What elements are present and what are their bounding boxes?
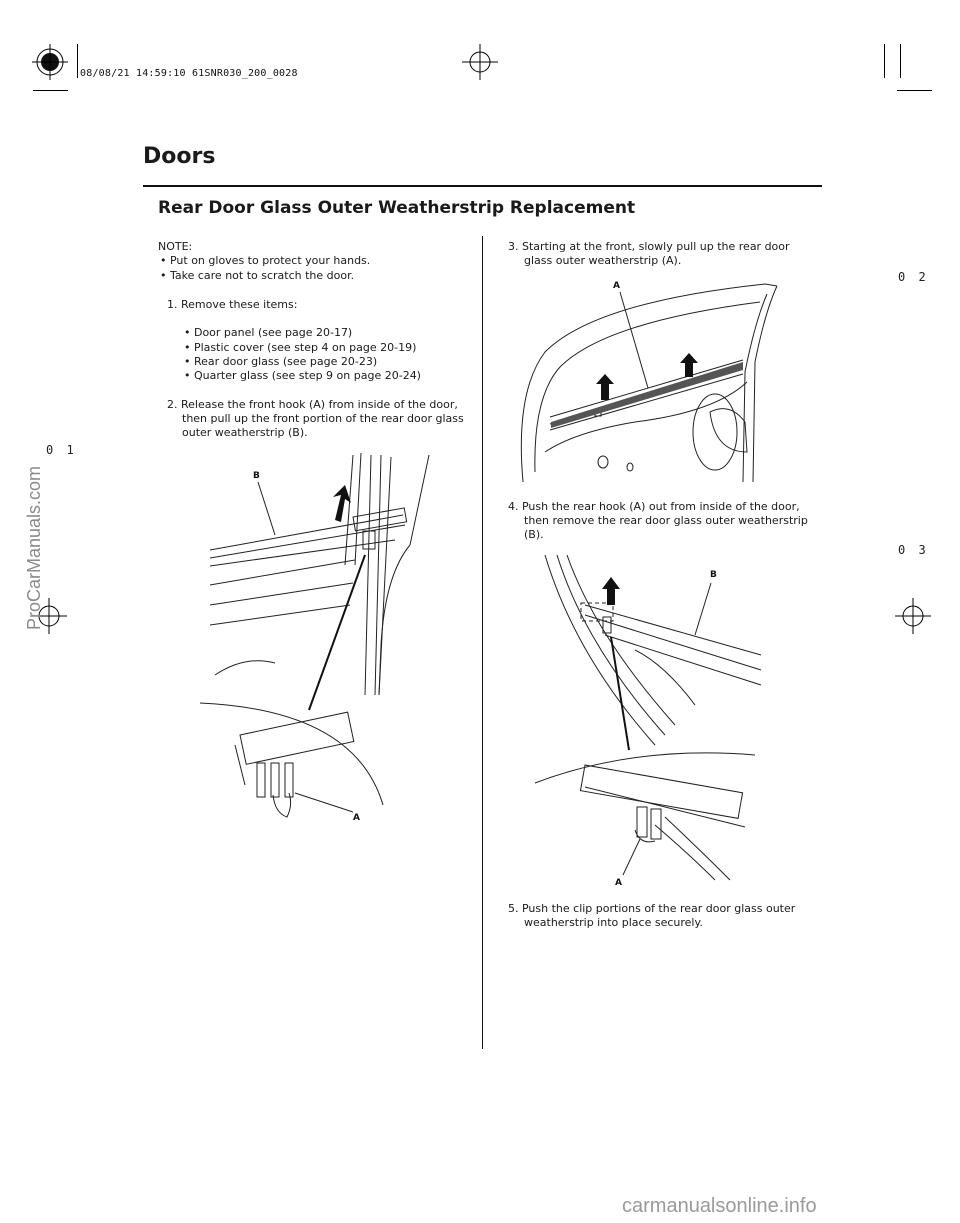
- step-2-line: then pull up the front portion of the rear door glass: [182, 412, 464, 425]
- margin-code-03: 0 3: [898, 543, 929, 557]
- section-title: Rear Door Glass Outer Weatherstrip Replacement: [158, 198, 636, 218]
- figure-label-a: A: [353, 813, 360, 823]
- figure-label-b: B: [253, 471, 260, 481]
- figure-label-a: A: [613, 281, 620, 291]
- step-4-line: 4. Push the rear hook (A) out from inside of the door,: [508, 500, 800, 513]
- figure-front-hook: [195, 445, 445, 835]
- step-1-item: • Plastic cover (see step 4 on page 20-19): [184, 341, 417, 354]
- column-divider: [482, 236, 483, 1049]
- margin-code-01: 0 1: [46, 443, 77, 457]
- step-4-line: then remove the rear door glass outer weatherstrip: [524, 514, 808, 527]
- page-heading: Doors: [143, 144, 216, 169]
- step-1-item: • Rear door glass (see page 20-23): [184, 355, 378, 368]
- heading-rule: [143, 185, 822, 187]
- step-1: 1. Remove these items:: [167, 298, 298, 311]
- step-1-item: • Door panel (see page 20-17): [184, 326, 353, 339]
- step-5-line: weatherstrip into place securely.: [524, 916, 703, 929]
- step-2-line: outer weatherstrip (B).: [182, 426, 308, 439]
- registration-target-icon: [32, 44, 68, 80]
- step-1-item: • Quarter glass (see step 9 on page 20-24): [184, 369, 421, 382]
- side-watermark: ProCarManuals.com: [24, 465, 44, 630]
- figure-pull-weatherstrip: [515, 272, 785, 487]
- pull-up-arrow-icon: [596, 374, 614, 400]
- step-3-line: glass outer weatherstrip (A).: [524, 254, 682, 267]
- note-label: NOTE:: [158, 240, 193, 253]
- footer-watermark: carmanualsonline.info: [622, 1195, 817, 1217]
- print-stamp: 08/08/21 14:59:10 61SNR030_200_0028: [80, 68, 298, 79]
- note-item: • Put on gloves to protect your hands.: [160, 254, 371, 267]
- figure-label-b: B: [710, 570, 717, 580]
- figure-rear-hook: [515, 555, 775, 890]
- margin-code-02: 0 2: [898, 270, 929, 284]
- pull-up-arrow-icon: [680, 353, 698, 377]
- pull-up-arrow-icon: [602, 577, 620, 605]
- step-4-line: (B).: [524, 528, 544, 541]
- crosshair-right-icon: [895, 598, 931, 634]
- step-3-line: 3. Starting at the front, slowly pull up the rear door: [508, 240, 790, 253]
- figure-label-a: A: [615, 878, 622, 888]
- step-5-line: 5. Push the clip portions of the rear door glass outer: [508, 902, 796, 915]
- crosshair-top-icon: [462, 44, 498, 80]
- note-item: • Take care not to scratch the door.: [160, 269, 355, 282]
- step-2-line: 2. Release the front hook (A) from inside of the door,: [167, 398, 458, 411]
